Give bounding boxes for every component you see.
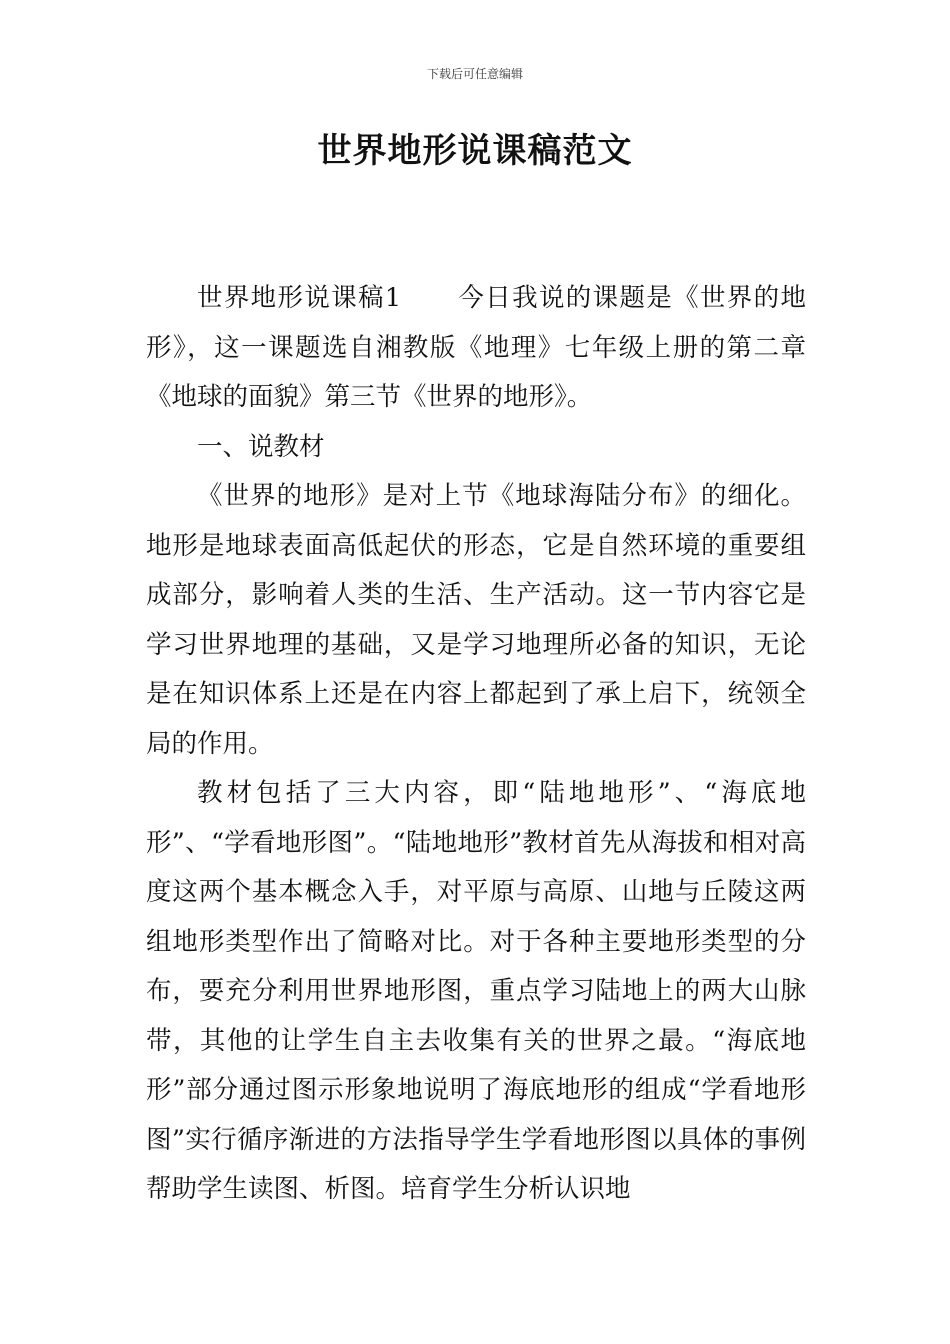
section-heading: 一、说教材 [197,431,325,462]
paragraph-text: 今日我说的课题是《世界的地形》，这一课题选自湘教版《地理》七年级上册的第二章《地球的面貌》第三节《世界的地形》。 [146,283,806,412]
paragraph-intro [146,274,806,423]
paragraph-lead: 世界地形说课稿1 [197,283,402,313]
paragraph-material-overview: 《世界的地形》是对上节《地球海陆分布》的细化。地形是地球表面高低起伏的形态，它是自然环境的重要组成部分，影响着人类的生活、生产活动。这一节内容它是学习世界地理的基础，又是学习地理所必备的知识，无论是在知识体系上还是在内容上都起到了承上启下，统领全局的作用。 [146,481,806,759]
document-title: 世界地形说课稿范文 [317,131,633,171]
document-body [146,274,806,1215]
header-note: 下载后可任意编辑 [426,67,523,81]
paragraph-material-content: 教材包括了三大内容，即“陆地地形”、“海底地形”、“学看地形图”。“陆地地形”教材首先从海拔和相对高度这两个基本概念入手，对平原与高原、山地与丘陵这两组地形类型作出了简略对比。对于各种主要地形类型的分布，要充分利用世界地形图，重点学习陆地上的两大山脉带，其他的让学生自主去收集有关的世界之最。“海底地形”部分通过图示形象地说明了海底地形的组成“学看地形图”实行循序渐进的方法指导学生学看地形图以具体的事例帮助学生读图、析图。培育学生分析认识地 [146,778,806,1204]
